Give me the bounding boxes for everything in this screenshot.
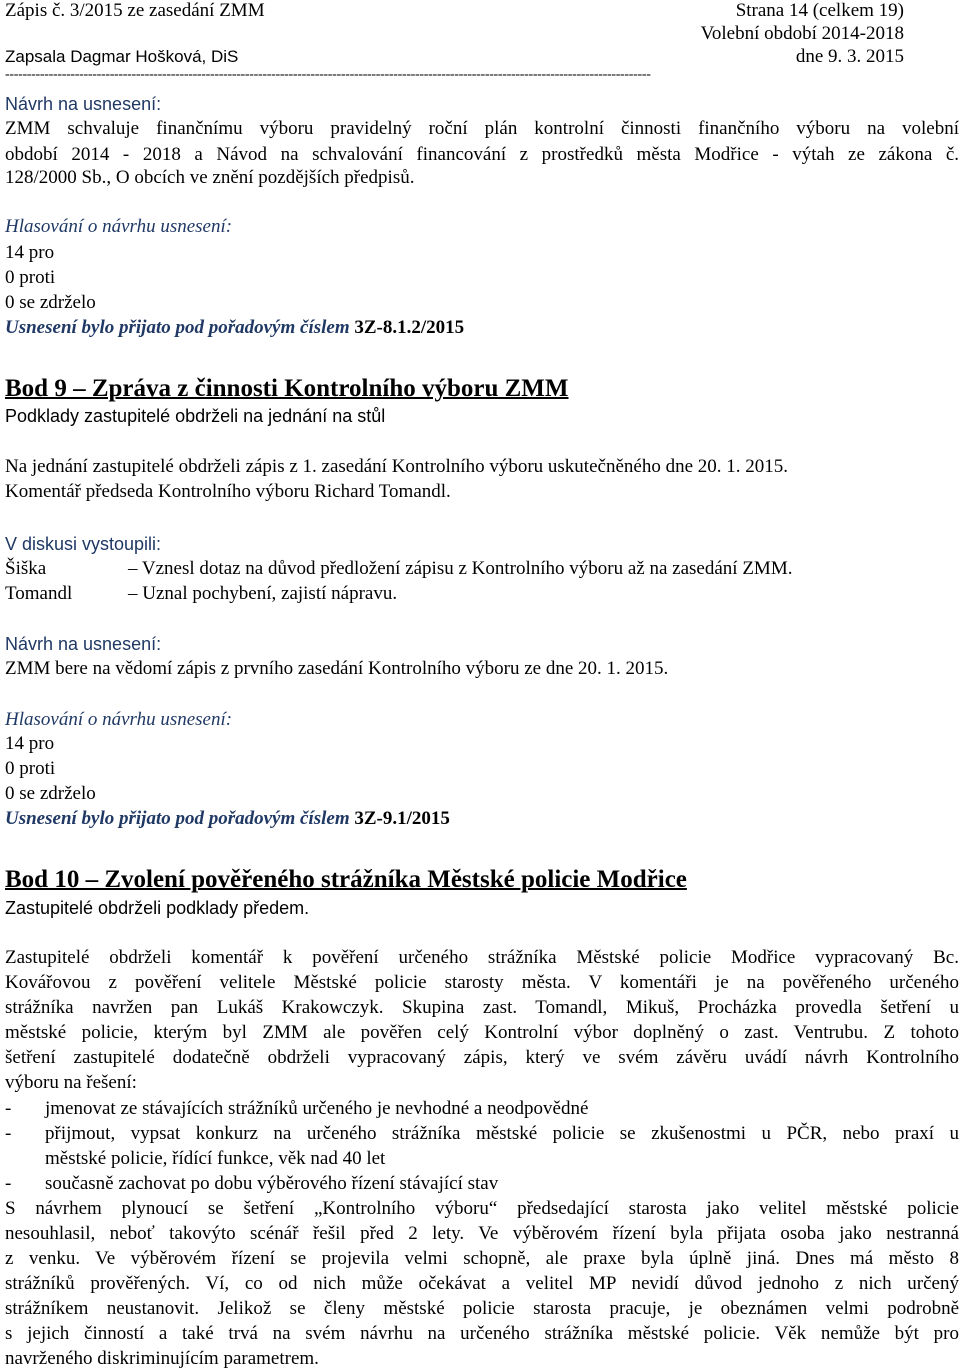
header-divider: ---------------------------------------------------------------------------------------------------------------------------------------------------- [5,67,651,82]
page-header [5,0,904,22]
section-subtitle: Podklady zastupitelé obdrželi na jednání na stůl [5,406,386,426]
paragraph-line: výboru na řešení: [5,1072,137,1093]
paragraph-line: S návrhem plynoucí se šetření „Kontrolního výboru“ předsedající starosta jako velitel městské policie [5,1198,959,1219]
paragraph-line: s jejich činností a také trvá na svém návrhu na určeného strážníka městské policie. Věk nemůže být pro [5,1323,959,1344]
paragraph-line: městské policie, kterým byl ZMM ale pověřen celý Kontrolní výbor doplněný o zast. Ventrubu. Z tohoto [5,1022,959,1043]
speaker-name: Šiška [5,558,47,579]
bullet-dash: - [5,1123,12,1144]
bullet-dash: - [5,1173,12,1194]
vote-against: 0 proti [5,758,56,779]
vote-label: Hlasování o návrhu usnesení: [5,709,233,730]
vote-label: Hlasování o návrhu usnesení: [5,216,233,237]
vote-against: 0 proti [5,267,56,288]
paragraph-line: Zastupitelé obdrželi komentář k pověření určeného strážníka Městské policie Modřice vypracovaný Bc. [5,947,959,968]
paragraph-line: strážníků prověřených. Ví, co od nich může očekávat a velitel MP nevidí důvod jednoho z nich určený [5,1273,959,1294]
speaker-name: Tomandl [5,583,73,604]
resolution-prefix: Usnesení bylo přijato pod pořadovým číslem [5,317,355,338]
resolution-prefix: Usnesení bylo přijato pod pořadovým číslem [5,808,355,829]
doc-title: Zápis č. 3/2015 ze zasedání ZMM [5,0,265,21]
section-subtitle: Zastupitelé obdrželi podklady předem. [5,898,310,918]
list-item-continuation: městské policie, řídící funkce, věk nad 40 let [45,1148,386,1169]
list-item: přijmout, vypsat konkurz na určeného strážníka městské policie se zkušenostmi u PČR, nebo praxí u [45,1123,959,1144]
paragraph-line: navrženého diskriminujícím parametrem. [5,1348,319,1369]
paragraph-line: strážníkem neustanovit. Jelikož se členy městské policie starosta pracuje, je obeznámen velmi podrobně [5,1298,959,1319]
list-item: současně zachovat po dobu výběrového řízení stávající stav [45,1173,499,1194]
section-title-bod9: Bod 9 – Zpráva z činnosti Kontrolního výboru ZMM [5,375,569,402]
proposal-text: ZMM bere na vědomí zápis z prvního zasedání Kontrolního výboru ze dne 20. 1. 2015. [5,658,669,679]
proposal-label: Návrh na usnesení: [5,634,162,654]
list-item: jmenovat ze stávajících strážníků určeného je nevhodné a neodpovědné [45,1098,589,1119]
resolution-line [5,807,450,831]
paragraph-line: z venku. Ve výběrovém řízení se projevila velmi schopně, ale praxe byla úplně jiná. Dnes má město 8 [5,1248,959,1269]
paragraph-line: nesouhlasil, neboť takovýto scénář řešil před 2 lety. Ve výběrovém řízení byla přijata osoba jako nestranná [5,1223,959,1244]
section-title-bod10: Bod 10 – Zvolení pověřeného strážníka Městské policie Modřice [5,866,687,893]
paragraph-line: šetření zastupitelé dodatečně obdrželi vypracovaný zápis, který ve svém závěru uvádí návrh Kontrolního [5,1047,959,1068]
paragraph-line: strážníka navržen pan Lukáš Krakowczyk. Skupina zast. Tomandl, Mikuš, Procházka provedla šetření u [5,997,959,1018]
date: dne 9. 3. 2015 [795,46,904,67]
vote-for: 14 pro [5,242,55,263]
resolution-number: 3Z-8.1.2/2015 [354,317,465,338]
vote-for: 14 pro [5,733,55,754]
proposal-text-line: ZMM schvaluje finančnímu výboru pravidelný roční plán kontrolní činnosti finančního výboru na volební [5,118,959,139]
vote-abstain: 0 se zdrželo [5,783,96,804]
period: Volební období 2014-2018 [700,23,904,44]
paragraph-line: Kovářovou z pověření velitele Městské policie starosty města. V komentáři je na pověřeného určeného [5,972,959,993]
discussion-label: V diskusi vystoupili: [5,534,162,554]
page-info: Strana 14 (celkem 19) [735,0,904,21]
proposal-text-line: období 2014 - 2018 a Návod na schvalování financování z prostředků města Modřice - výtah ze zákona č. [5,144,959,165]
header-period-row [5,23,904,45]
header-author-row [5,46,904,68]
proposal-text-line: 128/2000 Sb., O obcích ve znění pozdějších předpisů. [5,167,415,188]
section-text-line: Komentář předseda Kontrolního výboru Richard Tomandl. [5,481,451,502]
speaker-text: – Vznesl dotaz na důvod předložení zápisu z Kontrolního výboru až na zasedání ZMM. [128,558,793,579]
proposal-label: Návrh na usnesení: [5,94,162,114]
speaker-text: – Uznal pochybení, zajistí nápravu. [128,583,398,604]
author: Zapsala Dagmar Hošková, DiS [5,47,239,66]
resolution-line [5,316,464,340]
resolution-number: 3Z-9.1/2015 [354,808,450,829]
section-text-line: Na jednání zastupitelé obdrželi zápis z 1. zasedání Kontrolního výboru uskutečněného dne 20. 1. 2015. [5,456,788,477]
bullet-dash: - [5,1098,12,1119]
vote-abstain: 0 se zdrželo [5,292,96,313]
